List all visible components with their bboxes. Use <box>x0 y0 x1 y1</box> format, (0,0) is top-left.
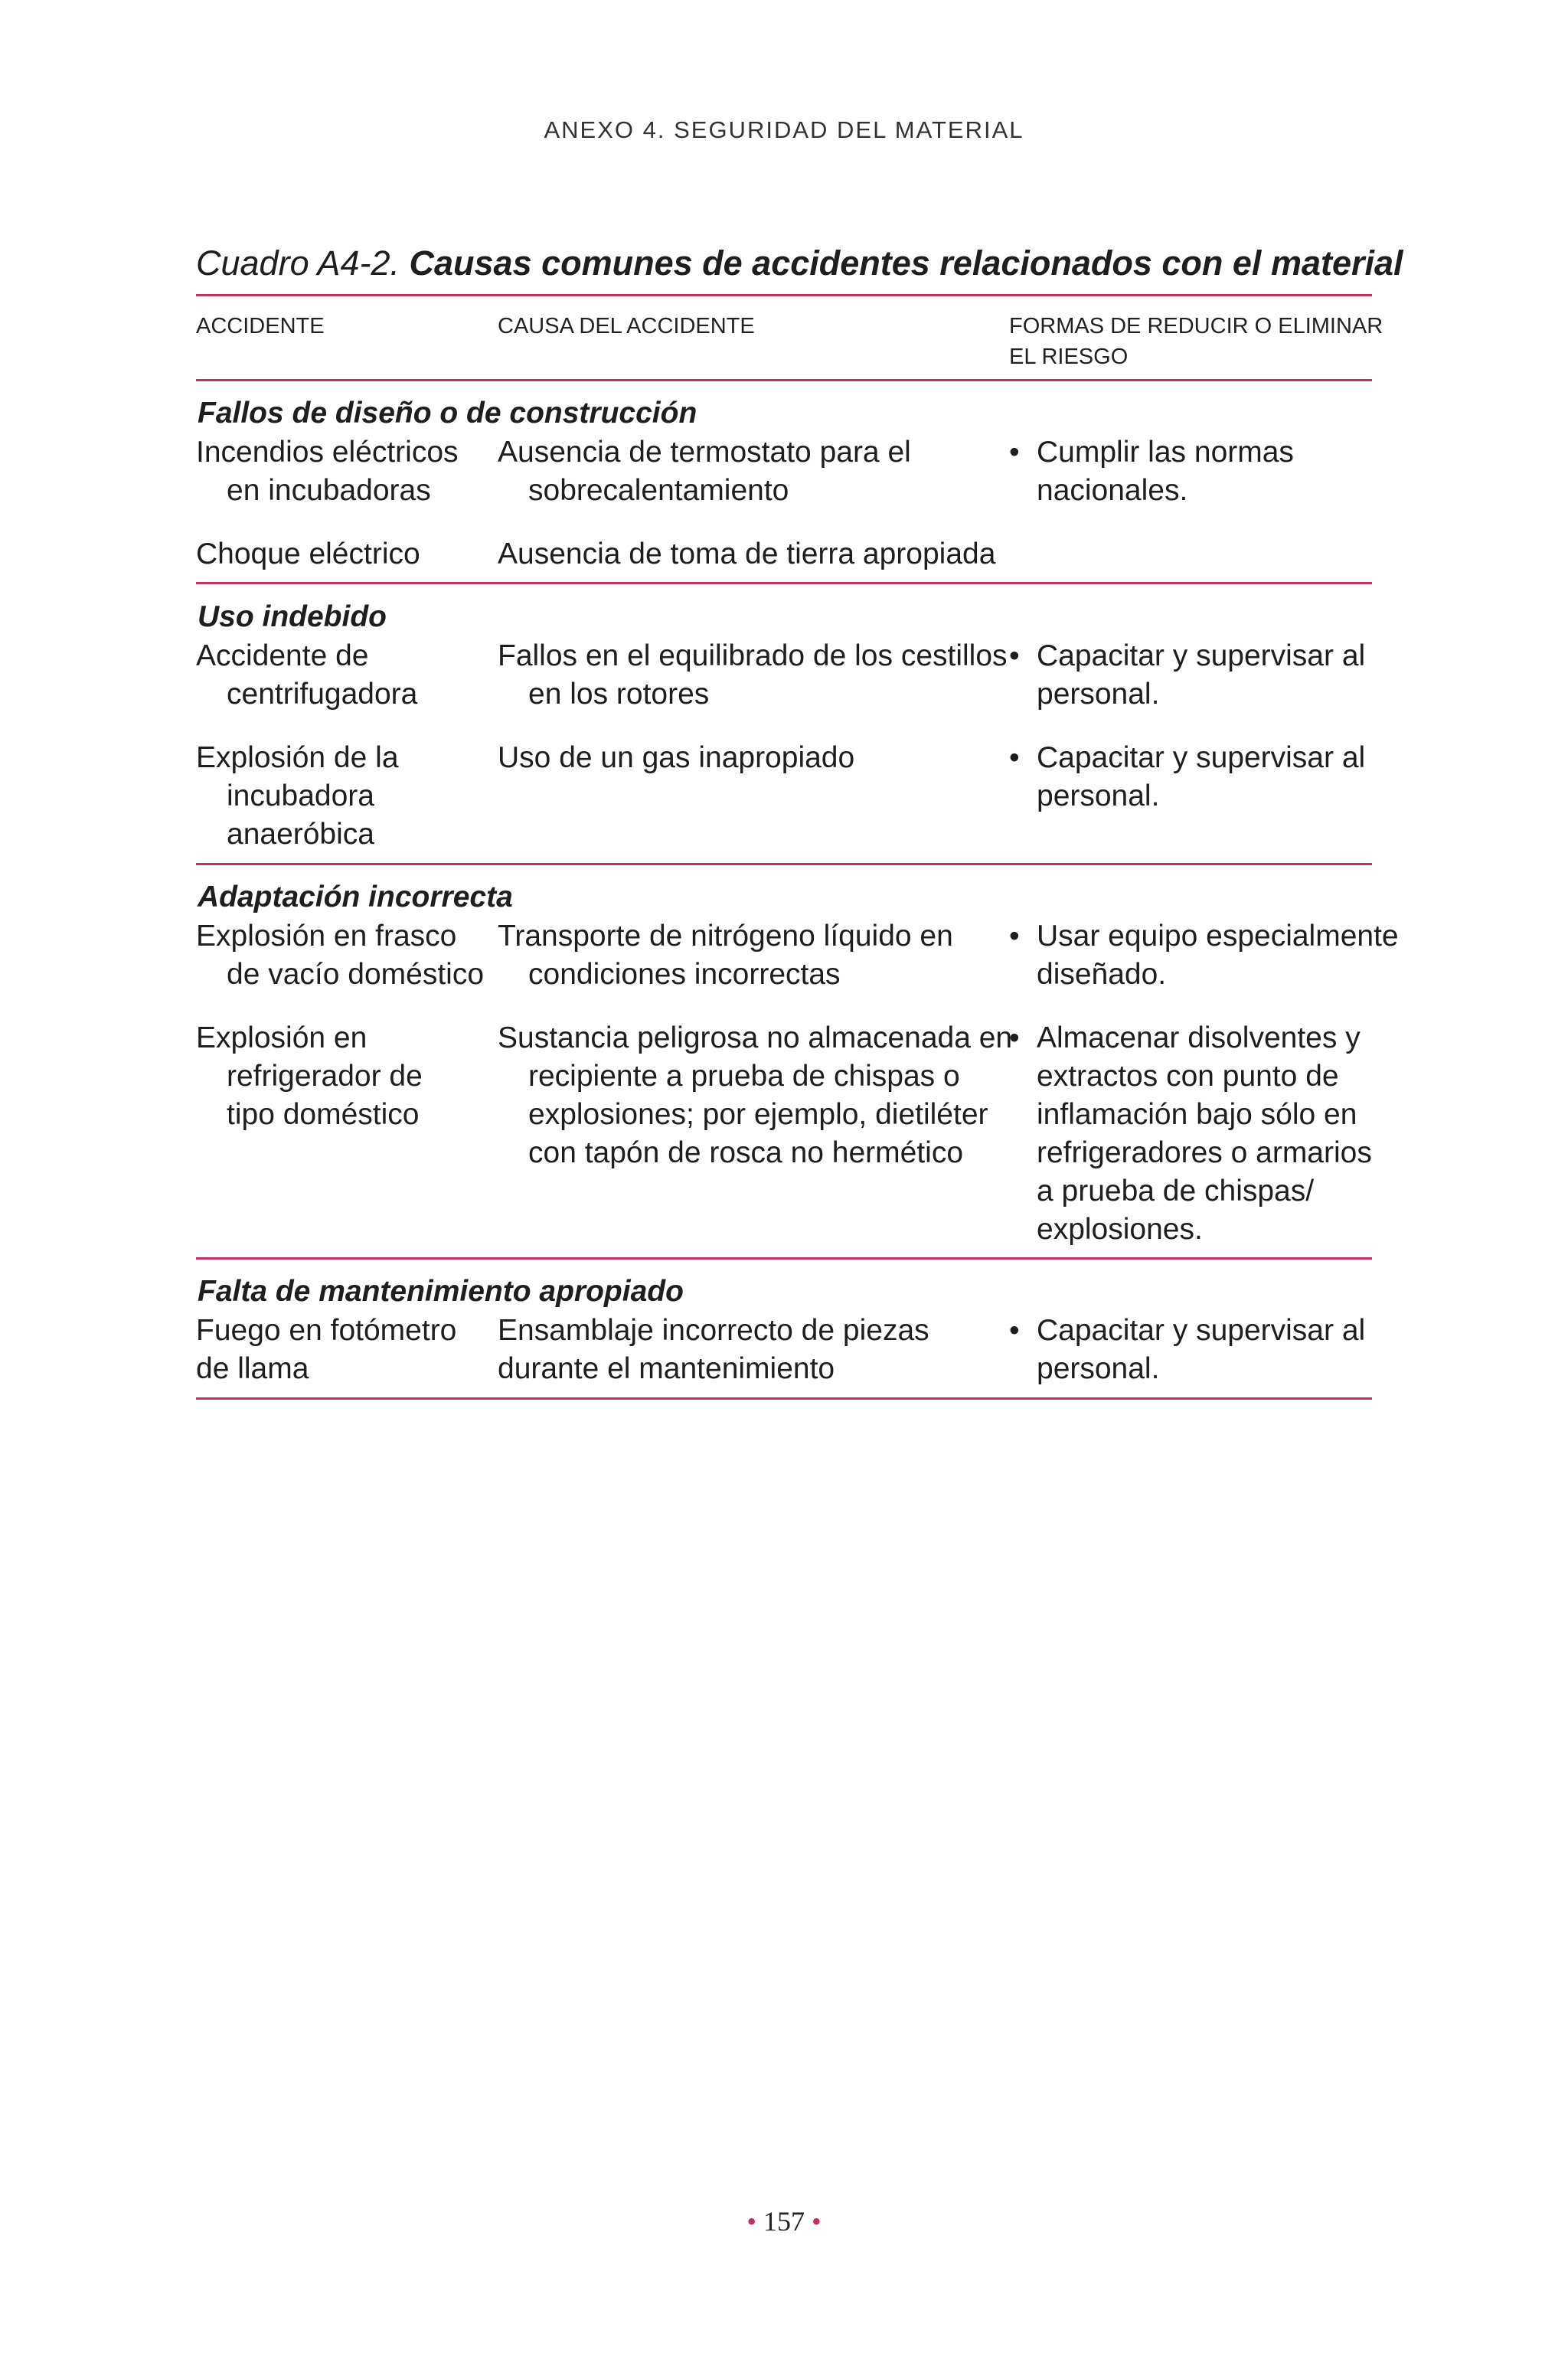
header-remedy-line2: EL RIESGO <box>1009 345 1129 369</box>
bullet-ornament: • <box>746 2206 756 2237</box>
header-remedy <box>1009 311 1383 372</box>
cell-line: Ausencia de termostato para el <box>498 436 911 469</box>
category-heading: Fallos de diseño o de construcción <box>198 397 697 430</box>
header-cause: CAUSA DEL ACCIDENTE <box>498 314 755 338</box>
rule-group <box>196 1257 1372 1260</box>
cell-line: explosiones. <box>1037 1213 1203 1246</box>
cause-cell <box>498 433 911 510</box>
cell-line: Explosión de la <box>196 741 399 774</box>
cell-line: • Capacitar y supervisar al <box>1009 739 1365 777</box>
cell-line: personal. <box>1037 678 1160 711</box>
table-number: Cuadro A4-2. <box>196 243 400 283</box>
cell-line: Explosión en frasco <box>196 920 457 953</box>
cell-line: Ausencia de toma de tierra apropiada <box>498 538 996 570</box>
cause-cell <box>498 1019 1012 1172</box>
accident-cell <box>196 739 399 854</box>
cell-line: Fallos en el equilibrado de los cestillos <box>498 639 1008 672</box>
category-heading: Falta de mantenimiento apropiado <box>198 1275 684 1308</box>
cell-line: incubadora <box>227 779 374 812</box>
cell-line: Sustancia peligrosa no almacenada en <box>498 1021 1013 1054</box>
cell-line: recipiente a prueba de chispas o <box>528 1060 960 1093</box>
cell-line: nacionales. <box>1037 474 1188 507</box>
page-number <box>0 2205 1568 2237</box>
cell-line: personal. <box>1037 779 1160 812</box>
cause-cell <box>498 917 953 994</box>
cell-line: a prueba de chispas/ <box>1037 1175 1315 1208</box>
cause-cell <box>498 535 995 574</box>
cell-line: Uso de un gas inapropiado <box>498 741 855 774</box>
cell-line: • Usar equipo especialmente <box>1009 917 1399 956</box>
cell-line: Incendios eléctricos <box>196 436 459 469</box>
table-title-text: Causas comunes de accidentes relacionados con el material <box>409 243 1403 283</box>
cell-line: de llama <box>196 1352 309 1385</box>
cell-line: con tapón de rosca no hermético <box>528 1136 964 1169</box>
cell-line: • Cumplir las normas <box>1009 433 1294 472</box>
cell-line: • Almacenar disolventes y <box>1009 1019 1372 1057</box>
remedy-cell <box>1009 1019 1372 1249</box>
cell-line: explosiones; por ejemplo, dietiléter <box>528 1098 988 1131</box>
cell-line: • Capacitar y supervisar al <box>1009 1312 1365 1350</box>
cell-line: tipo doméstico <box>227 1098 420 1131</box>
accident-cell <box>196 535 420 574</box>
cell-line: Ensamblaje incorrecto de piezas <box>498 1314 929 1347</box>
cell-line: durante el mantenimiento <box>498 1352 835 1385</box>
accident-cell <box>196 917 484 994</box>
cell-line: en incubadoras <box>227 474 431 507</box>
remedy-cell <box>1009 433 1294 510</box>
accident-cell <box>196 1019 423 1134</box>
bullet-ornament: • <box>812 2206 822 2237</box>
cause-cell <box>498 739 854 777</box>
rule-group <box>196 582 1372 584</box>
header-accident: ACCIDENTE <box>196 314 325 338</box>
category-heading: Adaptación incorrecta <box>198 881 513 913</box>
remedy-cell <box>1009 917 1399 994</box>
cell-line: en los rotores <box>528 678 710 711</box>
remedy-cell <box>1009 1312 1365 1388</box>
page-number-text: 157 <box>763 2206 805 2237</box>
table-title <box>196 243 1403 283</box>
cell-line: Accidente de <box>196 639 369 672</box>
cell-line: personal. <box>1037 1352 1160 1385</box>
rule-top <box>196 294 1372 296</box>
remedy-cell <box>1009 637 1365 714</box>
accident-cell <box>196 433 459 510</box>
cell-line: • Capacitar y supervisar al <box>1009 637 1365 675</box>
cell-line: condiciones incorrectas <box>528 958 841 991</box>
rule-group <box>196 863 1372 865</box>
cell-line: Choque eléctrico <box>196 538 420 570</box>
cell-line: extractos con punto de <box>1037 1060 1339 1093</box>
rule-header <box>196 379 1372 381</box>
category-heading: Uso indebido <box>198 600 387 633</box>
cell-line: Explosión en <box>196 1021 368 1054</box>
cell-line: sobrecalentamiento <box>528 474 789 507</box>
cell-line: Transporte de nitrógeno líquido en <box>498 920 953 953</box>
accident-cell <box>196 637 417 714</box>
cell-line: inflamación bajo sólo en <box>1037 1098 1357 1131</box>
cell-line: Fuego en fotómetro <box>196 1314 457 1347</box>
rule-bottom <box>196 1397 1372 1400</box>
cell-line: refrigerador de <box>227 1060 423 1093</box>
cell-line: centrifugadora <box>227 678 418 711</box>
cell-line: refrigeradores o armarios <box>1037 1136 1372 1169</box>
accident-cell <box>196 1312 456 1388</box>
cell-line: anaeróbica <box>227 818 374 851</box>
header-remedy-line1: FORMAS DE REDUCIR O ELIMINAR <box>1009 314 1383 338</box>
remedy-cell <box>1009 739 1365 815</box>
running-head: ANEXO 4. SEGURIDAD DEL MATERIAL <box>544 116 1024 143</box>
cell-line: diseñado. <box>1037 958 1167 991</box>
cause-cell <box>498 637 1008 714</box>
cell-line: de vacío doméstico <box>227 958 485 991</box>
cause-cell <box>498 1312 929 1388</box>
